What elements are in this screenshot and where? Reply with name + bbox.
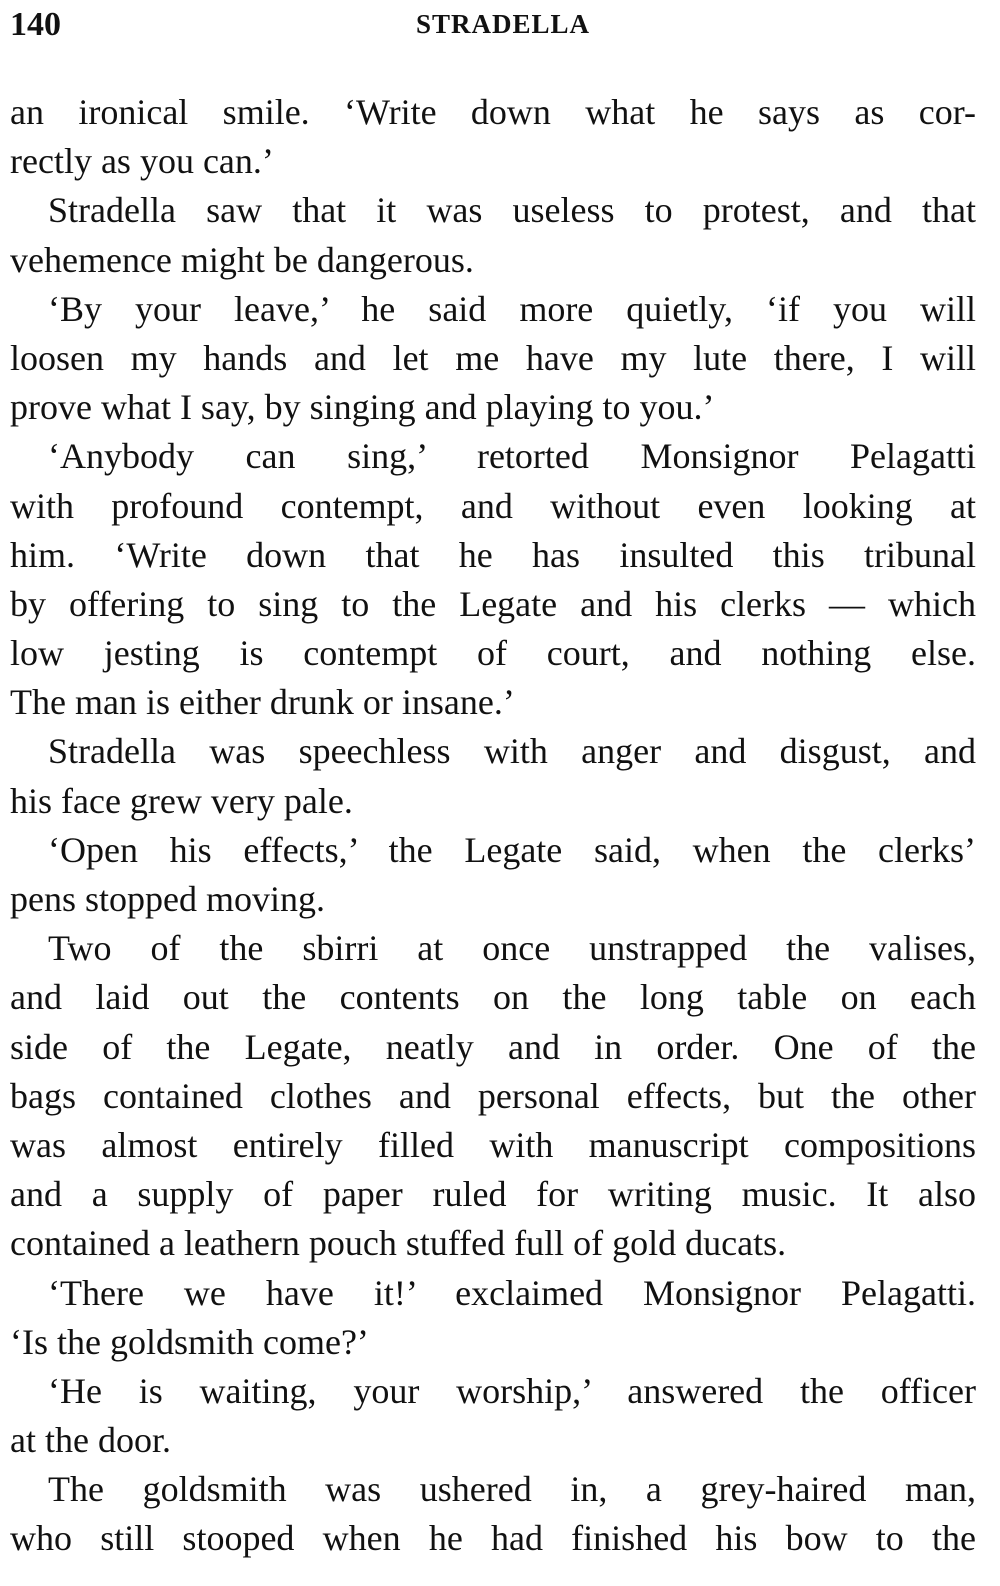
text-line: by offering to sing to the Legate and his clerks — which — [10, 583, 976, 624]
text-line: was almost entirely filled with manuscript compositions — [10, 1124, 976, 1165]
text-line: loosen my hands and let me have my lute there, I will — [10, 337, 976, 378]
text-line: Stradella saw that it was useless to protest, and that — [48, 190, 976, 231]
text-line: The man is either drunk or insane.’ — [10, 682, 515, 723]
text-line: side of the Legate, neatly and in order. One of the — [10, 1026, 976, 1067]
text-line: contained a leathern pouch stuffed full of gold ducats. — [10, 1223, 787, 1264]
page-header — [10, 0, 976, 92]
text-line: Two of the sbirri at once unstrapped the valises, — [48, 928, 976, 969]
text-line: and a supply of paper ruled for writing music. It also — [10, 1174, 976, 1215]
text-line: ‘There we have it!’ exclaimed Monsignor Pelagatti. — [48, 1272, 976, 1313]
text-line: The goldsmith was ushered in, a grey-haired man, — [48, 1469, 976, 1510]
text-line: his face grew very pale. — [10, 780, 353, 821]
text-line: ‘Open his effects,’ the Legate said, when the clerks’ — [48, 829, 976, 870]
running-title: STRADELLA — [415, 9, 591, 39]
text-line: prove what I say, by singing and playing to you.’ — [10, 387, 715, 428]
book-page — [10, 0, 976, 1586]
text-line: at the door. — [10, 1420, 171, 1461]
text-line: him. ‘Write down that he has insulted this tribunal — [10, 534, 976, 575]
text-line: rectly as you can.’ — [10, 141, 274, 182]
text-line: ‘Is the goldsmith come?’ — [10, 1321, 369, 1362]
text-line: who still stooped when he had finished his bow to the — [10, 1518, 976, 1559]
text-line: Stradella was speechless with anger and disgust, and — [48, 731, 976, 772]
text-line: an ironical smile. ‘Write down what he says as cor- — [10, 92, 976, 132]
text-line: low jesting is contempt of court, and nothing else. — [10, 633, 976, 674]
text-line: with profound contempt, and without even looking at — [10, 485, 976, 526]
text-line: ‘He is waiting, your worship,’ answered the officer — [48, 1370, 976, 1411]
text-line: bags contained clothes and personal effects, but the other — [10, 1075, 976, 1116]
text-line: ‘By your leave,’ he said more quietly, ‘if you will — [48, 288, 976, 329]
text-line: vehemence might be dangerous. — [10, 239, 474, 280]
text-line: ‘Anybody can sing,’ retorted Monsignor Pelagatti — [48, 436, 976, 477]
body-text — [10, 88, 976, 1564]
page-number: 140 — [10, 6, 61, 43]
text-line: and laid out the contents on the long table on each — [10, 977, 976, 1018]
text-line: pens stopped moving. — [10, 879, 325, 919]
